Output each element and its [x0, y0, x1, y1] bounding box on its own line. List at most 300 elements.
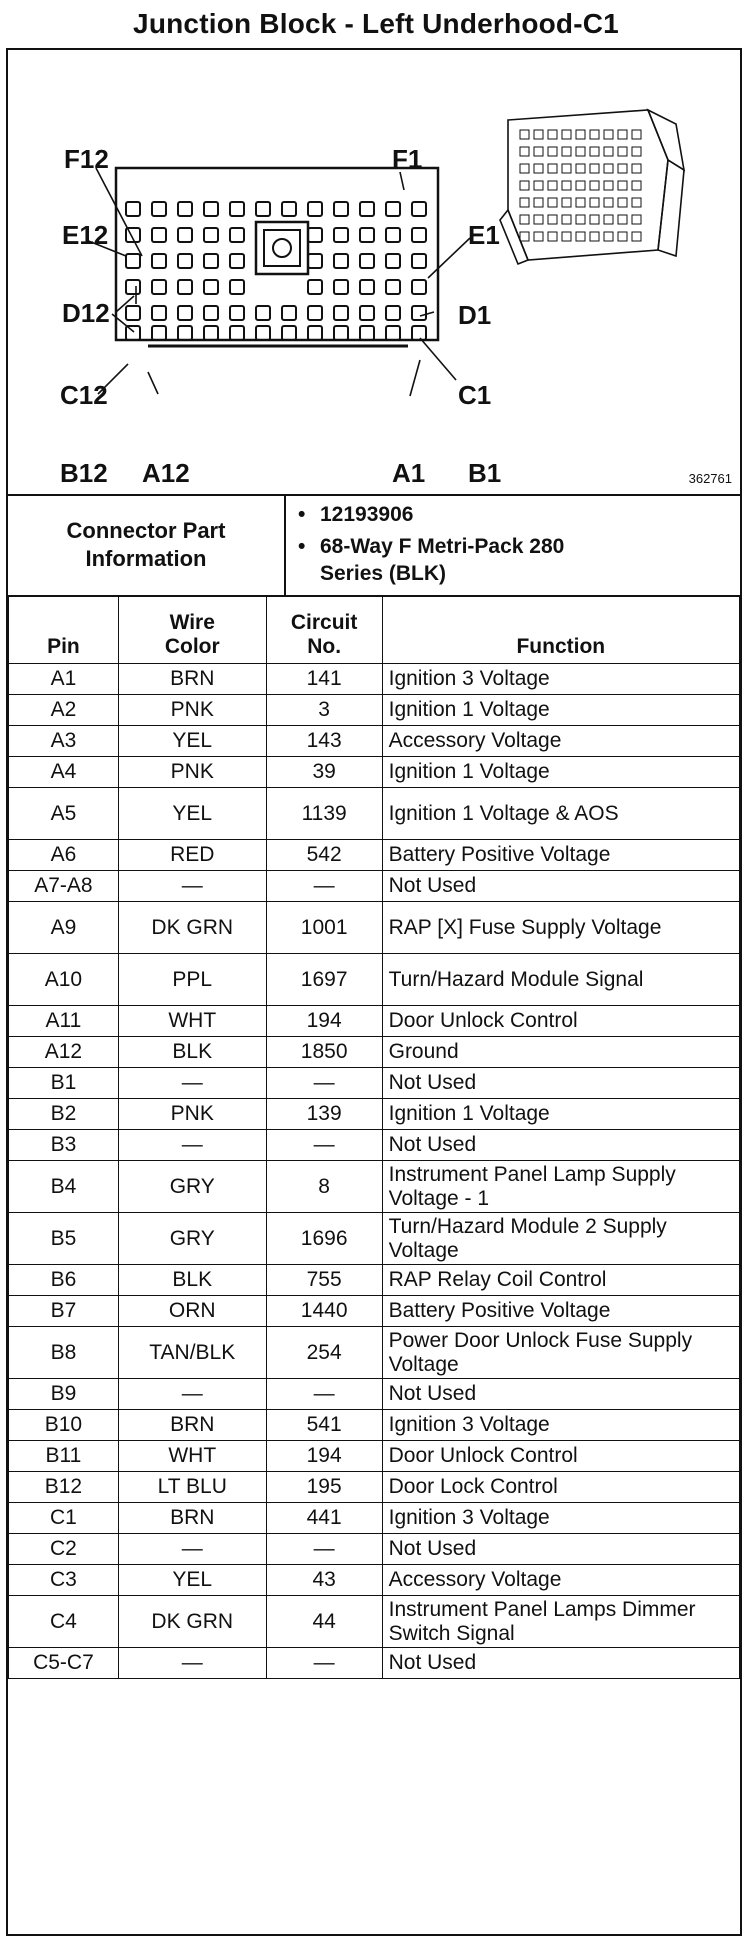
cavity: [178, 326, 192, 340]
iso-pin: [562, 164, 571, 173]
cell-pin: C5-C7: [9, 1648, 119, 1679]
iso-pin: [618, 215, 627, 224]
cell-wire-color: GRY: [118, 1161, 266, 1213]
cavity: [230, 326, 244, 340]
cell-wire-color: —: [118, 871, 266, 902]
cell-circuit: 194: [266, 1441, 382, 1472]
cell-wire-color: TAN/BLK: [118, 1327, 266, 1379]
cavity: [412, 280, 426, 294]
cell-circuit: 1850: [266, 1037, 382, 1068]
cell-pin: A5: [9, 788, 119, 840]
cell-wire-color: RED: [118, 840, 266, 871]
header-circuit: Circuit No.: [266, 596, 382, 664]
iso-pin: [576, 181, 585, 190]
iso-pin: [604, 215, 613, 224]
description-line: [298, 534, 738, 587]
cell-pin: B11: [9, 1441, 119, 1472]
cell-function: Battery Positive Voltage: [382, 1296, 739, 1327]
table-row: [9, 1534, 740, 1565]
cavity: [152, 202, 166, 216]
table-row: [9, 1596, 740, 1648]
cell-circuit: 8: [266, 1161, 382, 1213]
cavity: [126, 254, 140, 268]
cell-function: Not Used: [382, 1648, 739, 1679]
cavity: [360, 202, 374, 216]
cell-wire-color: LT BLU: [118, 1472, 266, 1503]
iso-pin: [576, 198, 585, 207]
header-pin: Pin: [9, 596, 119, 664]
cell-function: Accessory Voltage: [382, 1565, 739, 1596]
iso-pin: [548, 215, 557, 224]
cavity: [256, 202, 270, 216]
bullet-icon: •: [298, 535, 306, 559]
cell-wire-color: BRN: [118, 1410, 266, 1441]
pinout-table: [8, 595, 740, 1679]
label-c1: C1: [458, 380, 492, 410]
table-row: [9, 1472, 740, 1503]
cell-pin: C3: [9, 1565, 119, 1596]
table-header-row: [9, 596, 740, 664]
cell-wire-color: —: [118, 1130, 266, 1161]
table-row: [9, 1130, 740, 1161]
iso-pin: [590, 232, 599, 241]
iso-pin: [590, 130, 599, 139]
iso-pin: [520, 147, 529, 156]
cell-circuit: 1139: [266, 788, 382, 840]
cell-wire-color: PNK: [118, 757, 266, 788]
table-row: [9, 1265, 740, 1296]
cavity: [230, 306, 244, 320]
cell-function: Ground: [382, 1037, 739, 1068]
cavity: [412, 306, 426, 320]
cavity: [360, 306, 374, 320]
table-row: [9, 954, 740, 1006]
cell-pin: A6: [9, 840, 119, 871]
cell-function: Ignition 1 Voltage: [382, 1099, 739, 1130]
iso-pin: [534, 181, 543, 190]
cell-function: Instrument Panel Lamp Supply Voltage - 1: [382, 1161, 739, 1213]
table-row: [9, 902, 740, 954]
iso-pin: [548, 130, 557, 139]
cell-circuit: 3: [266, 695, 382, 726]
iso-pin: [520, 130, 529, 139]
connector-description: 68-Way F Metri-Pack 280 Series (BLK): [320, 535, 565, 585]
cavity: [282, 202, 296, 216]
iso-pin: [520, 164, 529, 173]
cell-function: Ignition 3 Voltage: [382, 664, 739, 695]
cell-circuit: —: [266, 1379, 382, 1410]
cell-wire-color: YEL: [118, 726, 266, 757]
iso-pin: [520, 181, 529, 190]
iso-pin: [534, 147, 543, 156]
connector-face-drawing: [8, 50, 740, 494]
cavity: [204, 306, 218, 320]
header-function: Function: [382, 596, 739, 664]
iso-pin: [548, 198, 557, 207]
cell-pin: C2: [9, 1534, 119, 1565]
cell-pin: C1: [9, 1503, 119, 1534]
cavity: [178, 202, 192, 216]
iso-pin: [548, 232, 557, 241]
cavity: [152, 254, 166, 268]
iso-pin: [632, 215, 641, 224]
cell-function: Power Door Unlock Fuse Supply Voltage: [382, 1327, 739, 1379]
table-row: [9, 840, 740, 871]
iso-pin: [604, 147, 613, 156]
cavity: [360, 254, 374, 268]
cell-pin: B12: [9, 1472, 119, 1503]
iso-pin: [562, 232, 571, 241]
cell-circuit: 44: [266, 1596, 382, 1648]
iso-pin: [632, 130, 641, 139]
cell-wire-color: —: [118, 1068, 266, 1099]
iso-pin: [562, 198, 571, 207]
label-d1: D1: [458, 300, 492, 330]
iso-pin: [590, 147, 599, 156]
cell-pin: B9: [9, 1379, 119, 1410]
cell-circuit: —: [266, 1068, 382, 1099]
cell-function: RAP Relay Coil Control: [382, 1265, 739, 1296]
cavity: [334, 280, 348, 294]
connector-key-inner: [264, 230, 300, 266]
cell-pin: B3: [9, 1130, 119, 1161]
cell-wire-color: BLK: [118, 1265, 266, 1296]
cell-wire-color: PPL: [118, 954, 266, 1006]
cell-pin: A12: [9, 1037, 119, 1068]
connector-info-heading-text: Connector Part Information: [66, 518, 226, 571]
cavity: [308, 280, 322, 294]
cell-pin: A7-A8: [9, 871, 119, 902]
iso-pin: [548, 181, 557, 190]
cell-circuit: —: [266, 1130, 382, 1161]
cavity: [126, 280, 140, 294]
cell-function: Not Used: [382, 1534, 739, 1565]
cell-circuit: 139: [266, 1099, 382, 1130]
cavity: [152, 280, 166, 294]
cell-circuit: 755: [266, 1265, 382, 1296]
cavity: [152, 228, 166, 242]
iso-pin: [576, 147, 585, 156]
label-e1: E1: [468, 220, 500, 250]
iso-pin: [604, 130, 613, 139]
cavity: [360, 280, 374, 294]
cavity: [178, 254, 192, 268]
iso-pin: [604, 232, 613, 241]
cavity: [204, 280, 218, 294]
cell-function: Door Unlock Control: [382, 1006, 739, 1037]
cell-function: Ignition 1 Voltage: [382, 695, 739, 726]
cell-function: Battery Positive Voltage: [382, 840, 739, 871]
cell-pin: A4: [9, 757, 119, 788]
table-row: [9, 1161, 740, 1213]
cavity: [308, 254, 322, 268]
cell-pin: A2: [9, 695, 119, 726]
cavity: [386, 280, 400, 294]
table-row: [9, 664, 740, 695]
cell-pin: B2: [9, 1099, 119, 1130]
cell-function: Ignition 3 Voltage: [382, 1410, 739, 1441]
iso-pin: [576, 232, 585, 241]
cavity: [126, 306, 140, 320]
cell-function: Not Used: [382, 1379, 739, 1410]
cavity: [204, 202, 218, 216]
cell-function: Door Lock Control: [382, 1472, 739, 1503]
cavity: [282, 326, 296, 340]
cell-function: Turn/Hazard Module 2 Supply Voltage: [382, 1213, 739, 1265]
iso-pin: [618, 181, 627, 190]
table-row: [9, 1379, 740, 1410]
table-row: [9, 1099, 740, 1130]
cavity: [386, 202, 400, 216]
table-row: [9, 1296, 740, 1327]
cell-pin: B7: [9, 1296, 119, 1327]
header-wire-color: Wire Color: [118, 596, 266, 664]
iso-pin: [632, 147, 641, 156]
iso-pin: [548, 147, 557, 156]
cell-wire-color: DK GRN: [118, 1596, 266, 1648]
cavity: [204, 254, 218, 268]
cell-pin: B10: [9, 1410, 119, 1441]
cell-pin: B1: [9, 1068, 119, 1099]
connector-info-details: [298, 502, 738, 593]
cell-wire-color: BLK: [118, 1037, 266, 1068]
table-row: [9, 695, 740, 726]
cell-circuit: 541: [266, 1410, 382, 1441]
cell-circuit: 1001: [266, 902, 382, 954]
connector-info-heading: [8, 494, 286, 595]
iso-pin: [604, 181, 613, 190]
cell-circuit: 542: [266, 840, 382, 871]
cavity: [126, 202, 140, 216]
cavity: [178, 280, 192, 294]
iso-pin: [562, 147, 571, 156]
cell-function: Accessory Voltage: [382, 726, 739, 757]
cell-circuit: —: [266, 1648, 382, 1679]
table-row: [9, 1213, 740, 1265]
cell-circuit: 1697: [266, 954, 382, 1006]
cell-function: Not Used: [382, 871, 739, 902]
cell-wire-color: —: [118, 1534, 266, 1565]
iso-pin: [534, 198, 543, 207]
cell-wire-color: —: [118, 1648, 266, 1679]
iso-pin: [576, 130, 585, 139]
iso-pin: [590, 164, 599, 173]
cell-wire-color: YEL: [118, 1565, 266, 1596]
cell-circuit: 195: [266, 1472, 382, 1503]
iso-pin: [618, 198, 627, 207]
cavity: [230, 202, 244, 216]
cavity: [386, 326, 400, 340]
iso-pin: [618, 232, 627, 241]
cell-pin: A9: [9, 902, 119, 954]
iso-pin: [632, 198, 641, 207]
cell-pin: B6: [9, 1265, 119, 1296]
cell-circuit: 1696: [266, 1213, 382, 1265]
label-a12: A12: [142, 458, 190, 488]
cell-circuit: —: [266, 1534, 382, 1565]
cell-function: Turn/Hazard Module Signal: [382, 954, 739, 1006]
cell-function: Ignition 1 Voltage & AOS: [382, 788, 739, 840]
table-row: [9, 1503, 740, 1534]
label-e12: E12: [62, 220, 109, 250]
cell-circuit: 43: [266, 1565, 382, 1596]
iso-pin: [590, 198, 599, 207]
cavity: [178, 228, 192, 242]
cell-pin: B5: [9, 1213, 119, 1265]
connector-diagram: [8, 50, 740, 496]
cell-wire-color: —: [118, 1379, 266, 1410]
page-title: Junction Block - Left Underhood-C1: [133, 8, 619, 39]
table-row: [9, 788, 740, 840]
iso-pin: [618, 147, 627, 156]
cell-wire-color: WHT: [118, 1441, 266, 1472]
table-row: [9, 1327, 740, 1379]
iso-pin: [520, 215, 529, 224]
iso-pin: [590, 181, 599, 190]
cell-wire-color: PNK: [118, 695, 266, 726]
iso-pin: [562, 181, 571, 190]
cell-wire-color: PNK: [118, 1099, 266, 1130]
iso-pin: [632, 232, 641, 241]
cavity: [386, 228, 400, 242]
cavity: [204, 228, 218, 242]
table-row: [9, 1565, 740, 1596]
cell-circuit: 39: [266, 757, 382, 788]
table-row: [9, 1441, 740, 1472]
cavity: [282, 306, 296, 320]
connector-iso-pins: [520, 130, 641, 241]
iso-pin: [618, 130, 627, 139]
iso-pin: [520, 232, 529, 241]
connector-key-hole: [273, 239, 291, 257]
cavity: [256, 306, 270, 320]
cavity: [152, 306, 166, 320]
iso-pin: [604, 198, 613, 207]
cell-wire-color: BRN: [118, 1503, 266, 1534]
cell-circuit: 143: [266, 726, 382, 757]
table-row: [9, 1068, 740, 1099]
cavity: [412, 326, 426, 340]
table-row: [9, 1037, 740, 1068]
table-row: [9, 1006, 740, 1037]
cell-circuit: 1440: [266, 1296, 382, 1327]
label-b12: B12: [60, 458, 108, 488]
iso-pin: [618, 164, 627, 173]
cell-function: Not Used: [382, 1068, 739, 1099]
cell-function: Door Unlock Control: [382, 1441, 739, 1472]
iso-pin: [562, 130, 571, 139]
cavity: [334, 254, 348, 268]
cavity: [334, 202, 348, 216]
cell-function: Ignition 3 Voltage: [382, 1503, 739, 1534]
cavity: [412, 254, 426, 268]
cavity: [386, 306, 400, 320]
part-number: 12193906: [320, 503, 414, 526]
cavity: [152, 326, 166, 340]
table-row: [9, 726, 740, 757]
cavity: [308, 306, 322, 320]
cavity: [178, 306, 192, 320]
cell-wire-color: ORN: [118, 1296, 266, 1327]
cell-wire-color: YEL: [118, 788, 266, 840]
cavity: [386, 254, 400, 268]
cell-wire-color: DK GRN: [118, 902, 266, 954]
table-row: [9, 757, 740, 788]
iso-pin: [632, 164, 641, 173]
table-row: [9, 1648, 740, 1679]
iso-pin: [534, 164, 543, 173]
bullet-icon: •: [298, 503, 306, 526]
cell-circuit: 141: [266, 664, 382, 695]
cell-pin: B8: [9, 1327, 119, 1379]
cavity: [334, 306, 348, 320]
iso-pin: [590, 215, 599, 224]
iso-pin: [562, 215, 571, 224]
cavity: [412, 228, 426, 242]
pinout-table-body: [9, 664, 740, 1679]
cell-pin: A1: [9, 664, 119, 695]
cell-wire-color: WHT: [118, 1006, 266, 1037]
cell-circuit: 441: [266, 1503, 382, 1534]
cavity: [334, 228, 348, 242]
cell-pin: A3: [9, 726, 119, 757]
connector-sheet: [6, 48, 742, 1936]
label-a1: A1: [392, 458, 426, 488]
cell-function: RAP [X] Fuse Supply Voltage: [382, 902, 739, 954]
iso-pin: [534, 232, 543, 241]
table-row: [9, 871, 740, 902]
cell-circuit: —: [266, 871, 382, 902]
cavity: [230, 280, 244, 294]
cavity: [334, 326, 348, 340]
label-b1: B1: [468, 458, 502, 488]
cell-circuit: 194: [266, 1006, 382, 1037]
part-number-line: [298, 502, 738, 528]
label-c12: C12: [60, 380, 108, 410]
label-f12: F12: [64, 144, 109, 174]
iso-pin: [534, 130, 543, 139]
iso-pin: [632, 181, 641, 190]
cavity: [360, 326, 374, 340]
cell-wire-color: BRN: [118, 664, 266, 695]
cell-circuit: 254: [266, 1327, 382, 1379]
cavity: [256, 326, 270, 340]
cavity: [230, 228, 244, 242]
table-row: [9, 1410, 740, 1441]
cavity: [204, 326, 218, 340]
cell-pin: C4: [9, 1596, 119, 1648]
iso-pin: [534, 215, 543, 224]
cell-pin: B4: [9, 1161, 119, 1213]
cell-pin: A11: [9, 1006, 119, 1037]
iso-pin: [604, 164, 613, 173]
iso-pin: [576, 164, 585, 173]
cell-pin: A10: [9, 954, 119, 1006]
iso-pin: [576, 215, 585, 224]
label-d12: D12: [62, 298, 110, 328]
iso-pin: [548, 164, 557, 173]
cell-function: Ignition 1 Voltage: [382, 757, 739, 788]
cavity: [308, 326, 322, 340]
cavity: [308, 202, 322, 216]
cell-function: Instrument Panel Lamps Dimmer Switch Signal: [382, 1596, 739, 1648]
cell-wire-color: GRY: [118, 1213, 266, 1265]
cavity: [308, 228, 322, 242]
connector-info: [8, 494, 740, 597]
cavity: [360, 228, 374, 242]
cavity: [230, 254, 244, 268]
iso-pin: [520, 198, 529, 207]
